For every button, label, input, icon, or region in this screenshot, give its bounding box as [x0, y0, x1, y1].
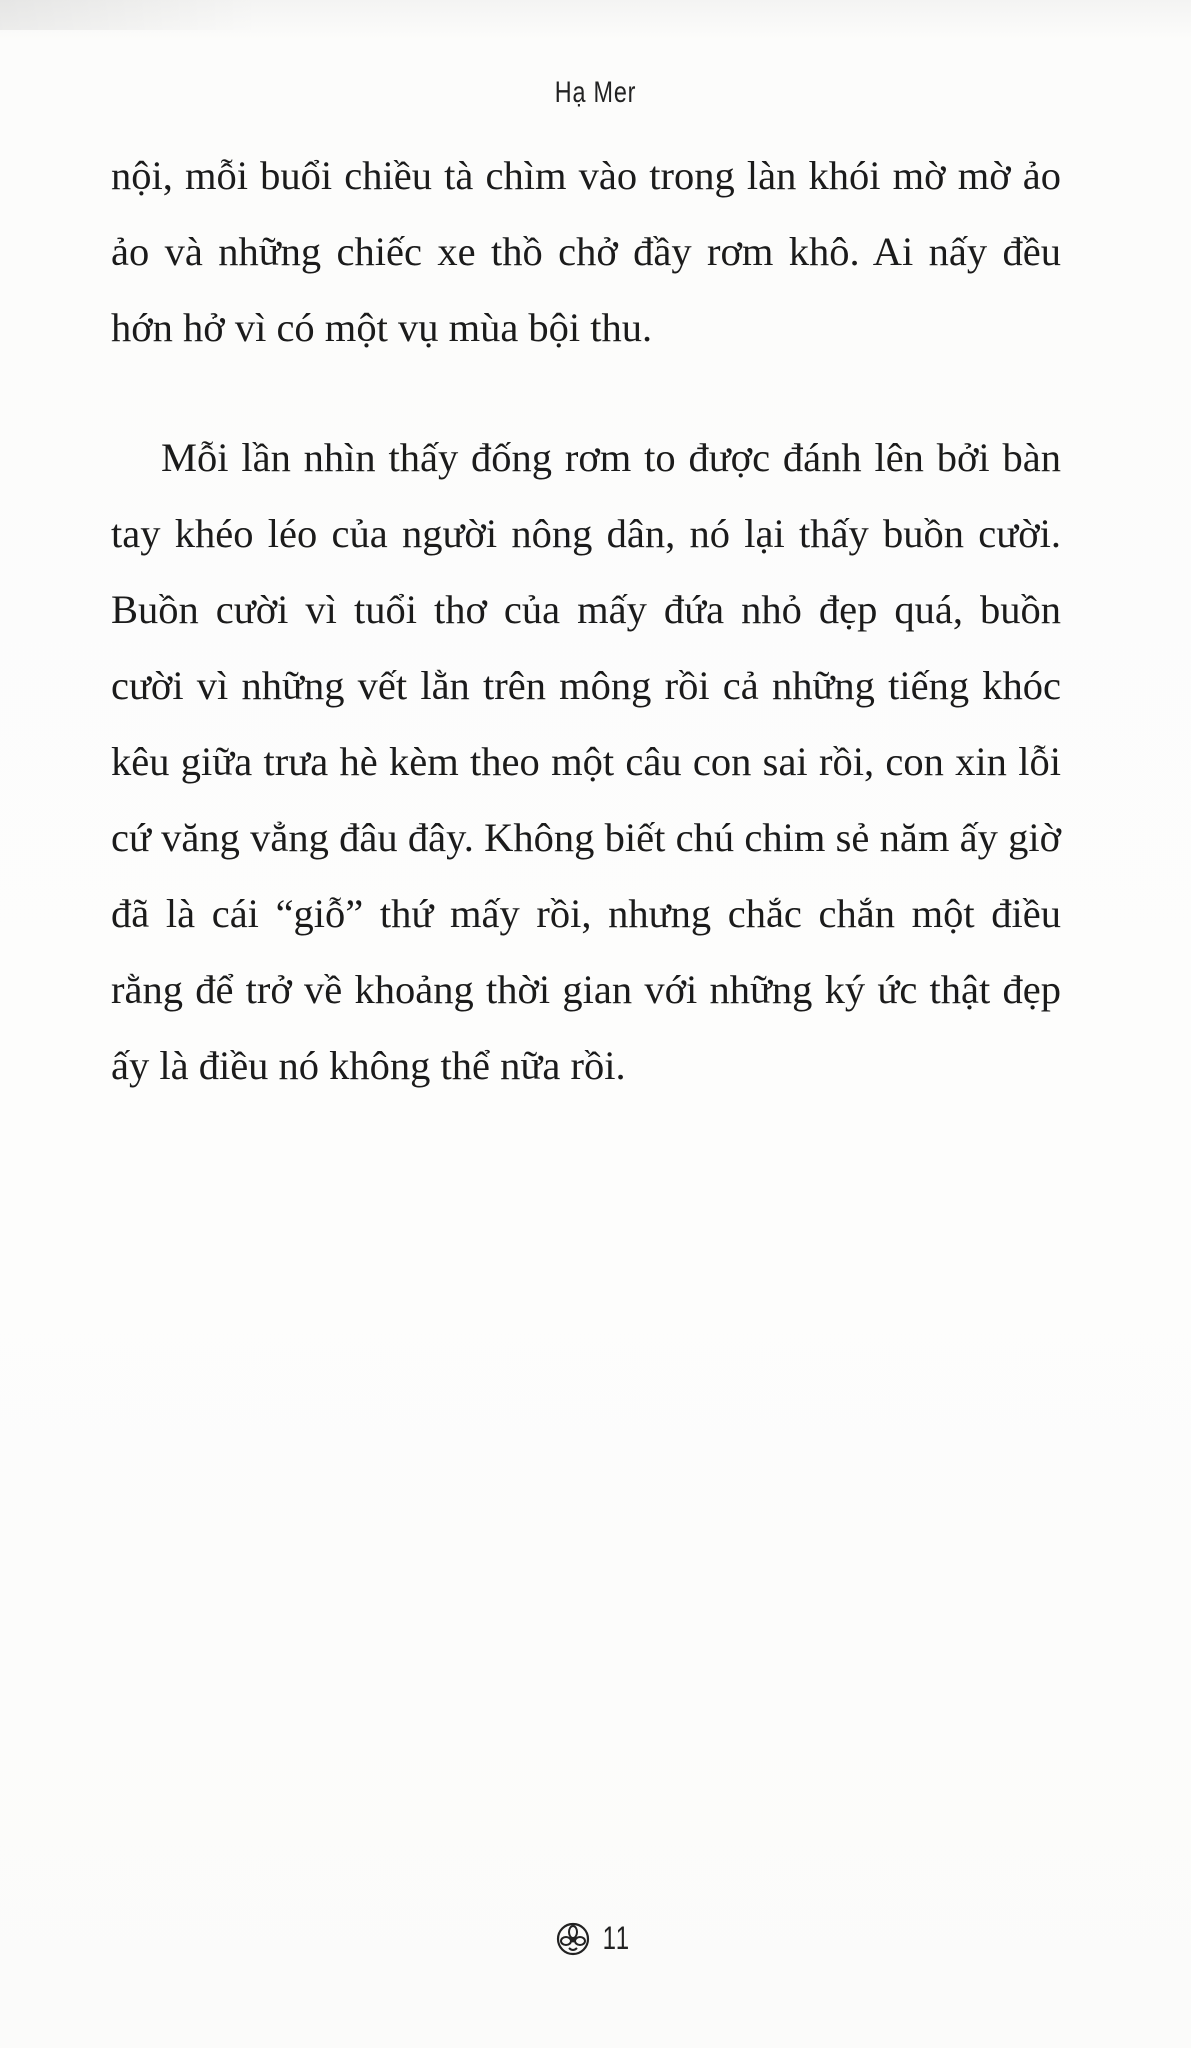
page-footer	[0, 1920, 1191, 1957]
paragraph: Mỗi lần nhìn thấy đống rơm to được đánh lên bởi bàn tay khéo léo của người nông dân, nó lại thấy buồn cười. Buồn cười vì tuổi thơ của mấy đứa nhỏ đẹp quá, buồn cười vì những vết lằn trên mông rồi cả những tiếng khóc kêu giữa trưa hè kèm theo một câu con sai rồi, con xin lỗi cứ văng vẳng đâu đây. Không biết chú chim sẻ năm ấy giờ đã là cái “giỗ” thứ mấy rồi, nhưng chắc chắn một điều rằng để trở về khoảng thời gian với những ký ức thật đẹp ấy là điều nó không thể nữa rồi.	[111, 435, 1061, 1088]
page-number: 11	[602, 1920, 631, 1956]
running-header: Hạ Mer	[554, 76, 637, 109]
paragraph: nội, mỗi buổi chiều tà chìm vào trong làn khói mờ mờ ảo ảo và những chiếc xe thồ chở đầy rơm khô. Ai nấy đều hớn hở vì có một vụ mùa bội thu.	[111, 153, 1061, 350]
flower-ornament-icon	[556, 1922, 590, 1956]
page-edge-shadow	[0, 0, 260, 30]
body-text	[111, 138, 1061, 1104]
